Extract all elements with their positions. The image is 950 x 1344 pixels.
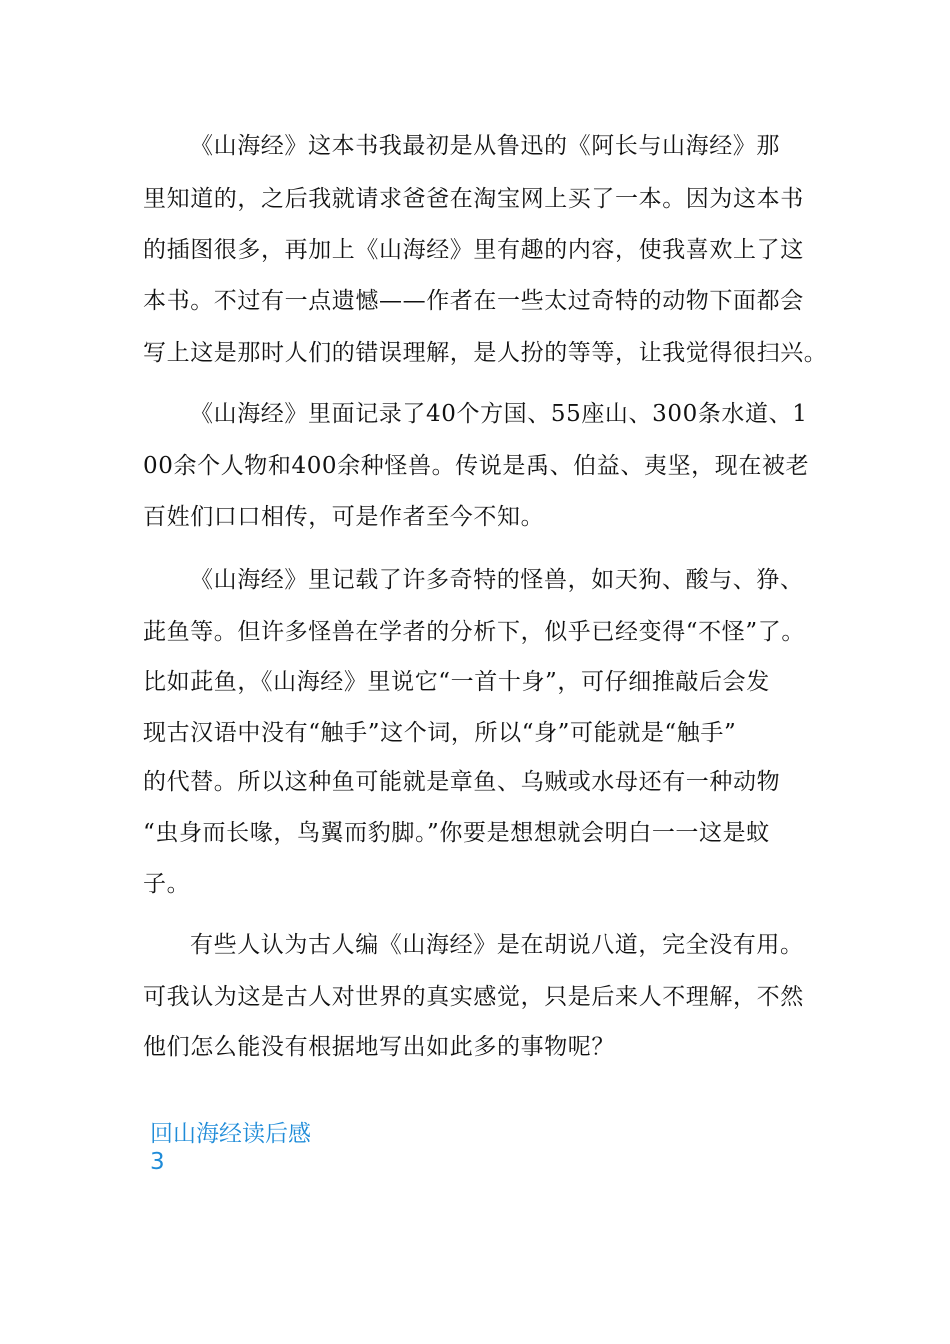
section-heading-number: 3 [150,1149,165,1175]
paragraph-3-line-3: 比如茈鱼，《山海经》里说它“一首十身”，可仔细推敲后会发 [143,669,770,695]
paragraph-1-line-1: 《山海经》这本书我最初是从鲁迅的《阿长与山海经》那 [190,133,780,159]
paragraph-3-line-2: 茈鱼等。但许多怪兽在学者的分析下，似乎已经变得“不怪”了。 [143,619,805,645]
paragraph-2-line-2: 00余个人物和400余种怪兽。传说是禹、伯益、夷坚，现在被老 [143,453,810,479]
paragraph-3-line-5: 的代替。所以这种鱼可能就是章鱼、乌贼或水母还有一种动物 [143,769,781,795]
paragraph-1-line-4: 本书。不过有一点遗憾——作者在一些太过奇特的动物下面都会 [143,288,804,314]
paragraph-3-line-4: 现古汉语中没有“触手”这个词，所以“身”可能就是“触手” [143,720,737,746]
paragraph-3-line-1: 《山海经》里记载了许多奇特的怪兽，如天狗、酸与、狰、 [190,567,804,593]
paragraph-4-line-3: 他们怎么能没有根据地写出如此多的事物呢？ [143,1034,615,1060]
paragraph-3-line-7: 子。 [143,871,191,897]
paragraph-4-line-1: 有些人认为古人编《山海经》是在胡说八道，完全没有用。 [190,932,804,958]
paragraph-2-line-3: 百姓们口口相传，可是作者至今不知。 [143,504,545,530]
paragraph-1-line-3: 的插图很多，再加上《山海经》里有趣的内容，使我喜欢上了这 [143,237,804,263]
paragraph-2-line-1: 《山海经》里面记录了40个方国、55座山、300条水道、1 [190,401,808,427]
paragraph-1-line-2: 里知道的，之后我就请求爸爸在淘宝网上买了一本。因为这本书 [143,186,804,212]
paragraph-1-line-5: 写上这是那时人们的错误理解，是人扮的等等，让我觉得很扫兴。 [143,340,828,366]
paragraph-4-line-2: 可我认为这是古人对世界的真实感觉，只是后来人不理解，不然 [143,984,804,1010]
section-heading-title: 回山海经读后感 [150,1121,311,1147]
paragraph-3-line-6: “虫身而长喙，鸟翼而豹脚。”你要是想想就会明白一一这是蚊 [143,820,770,846]
